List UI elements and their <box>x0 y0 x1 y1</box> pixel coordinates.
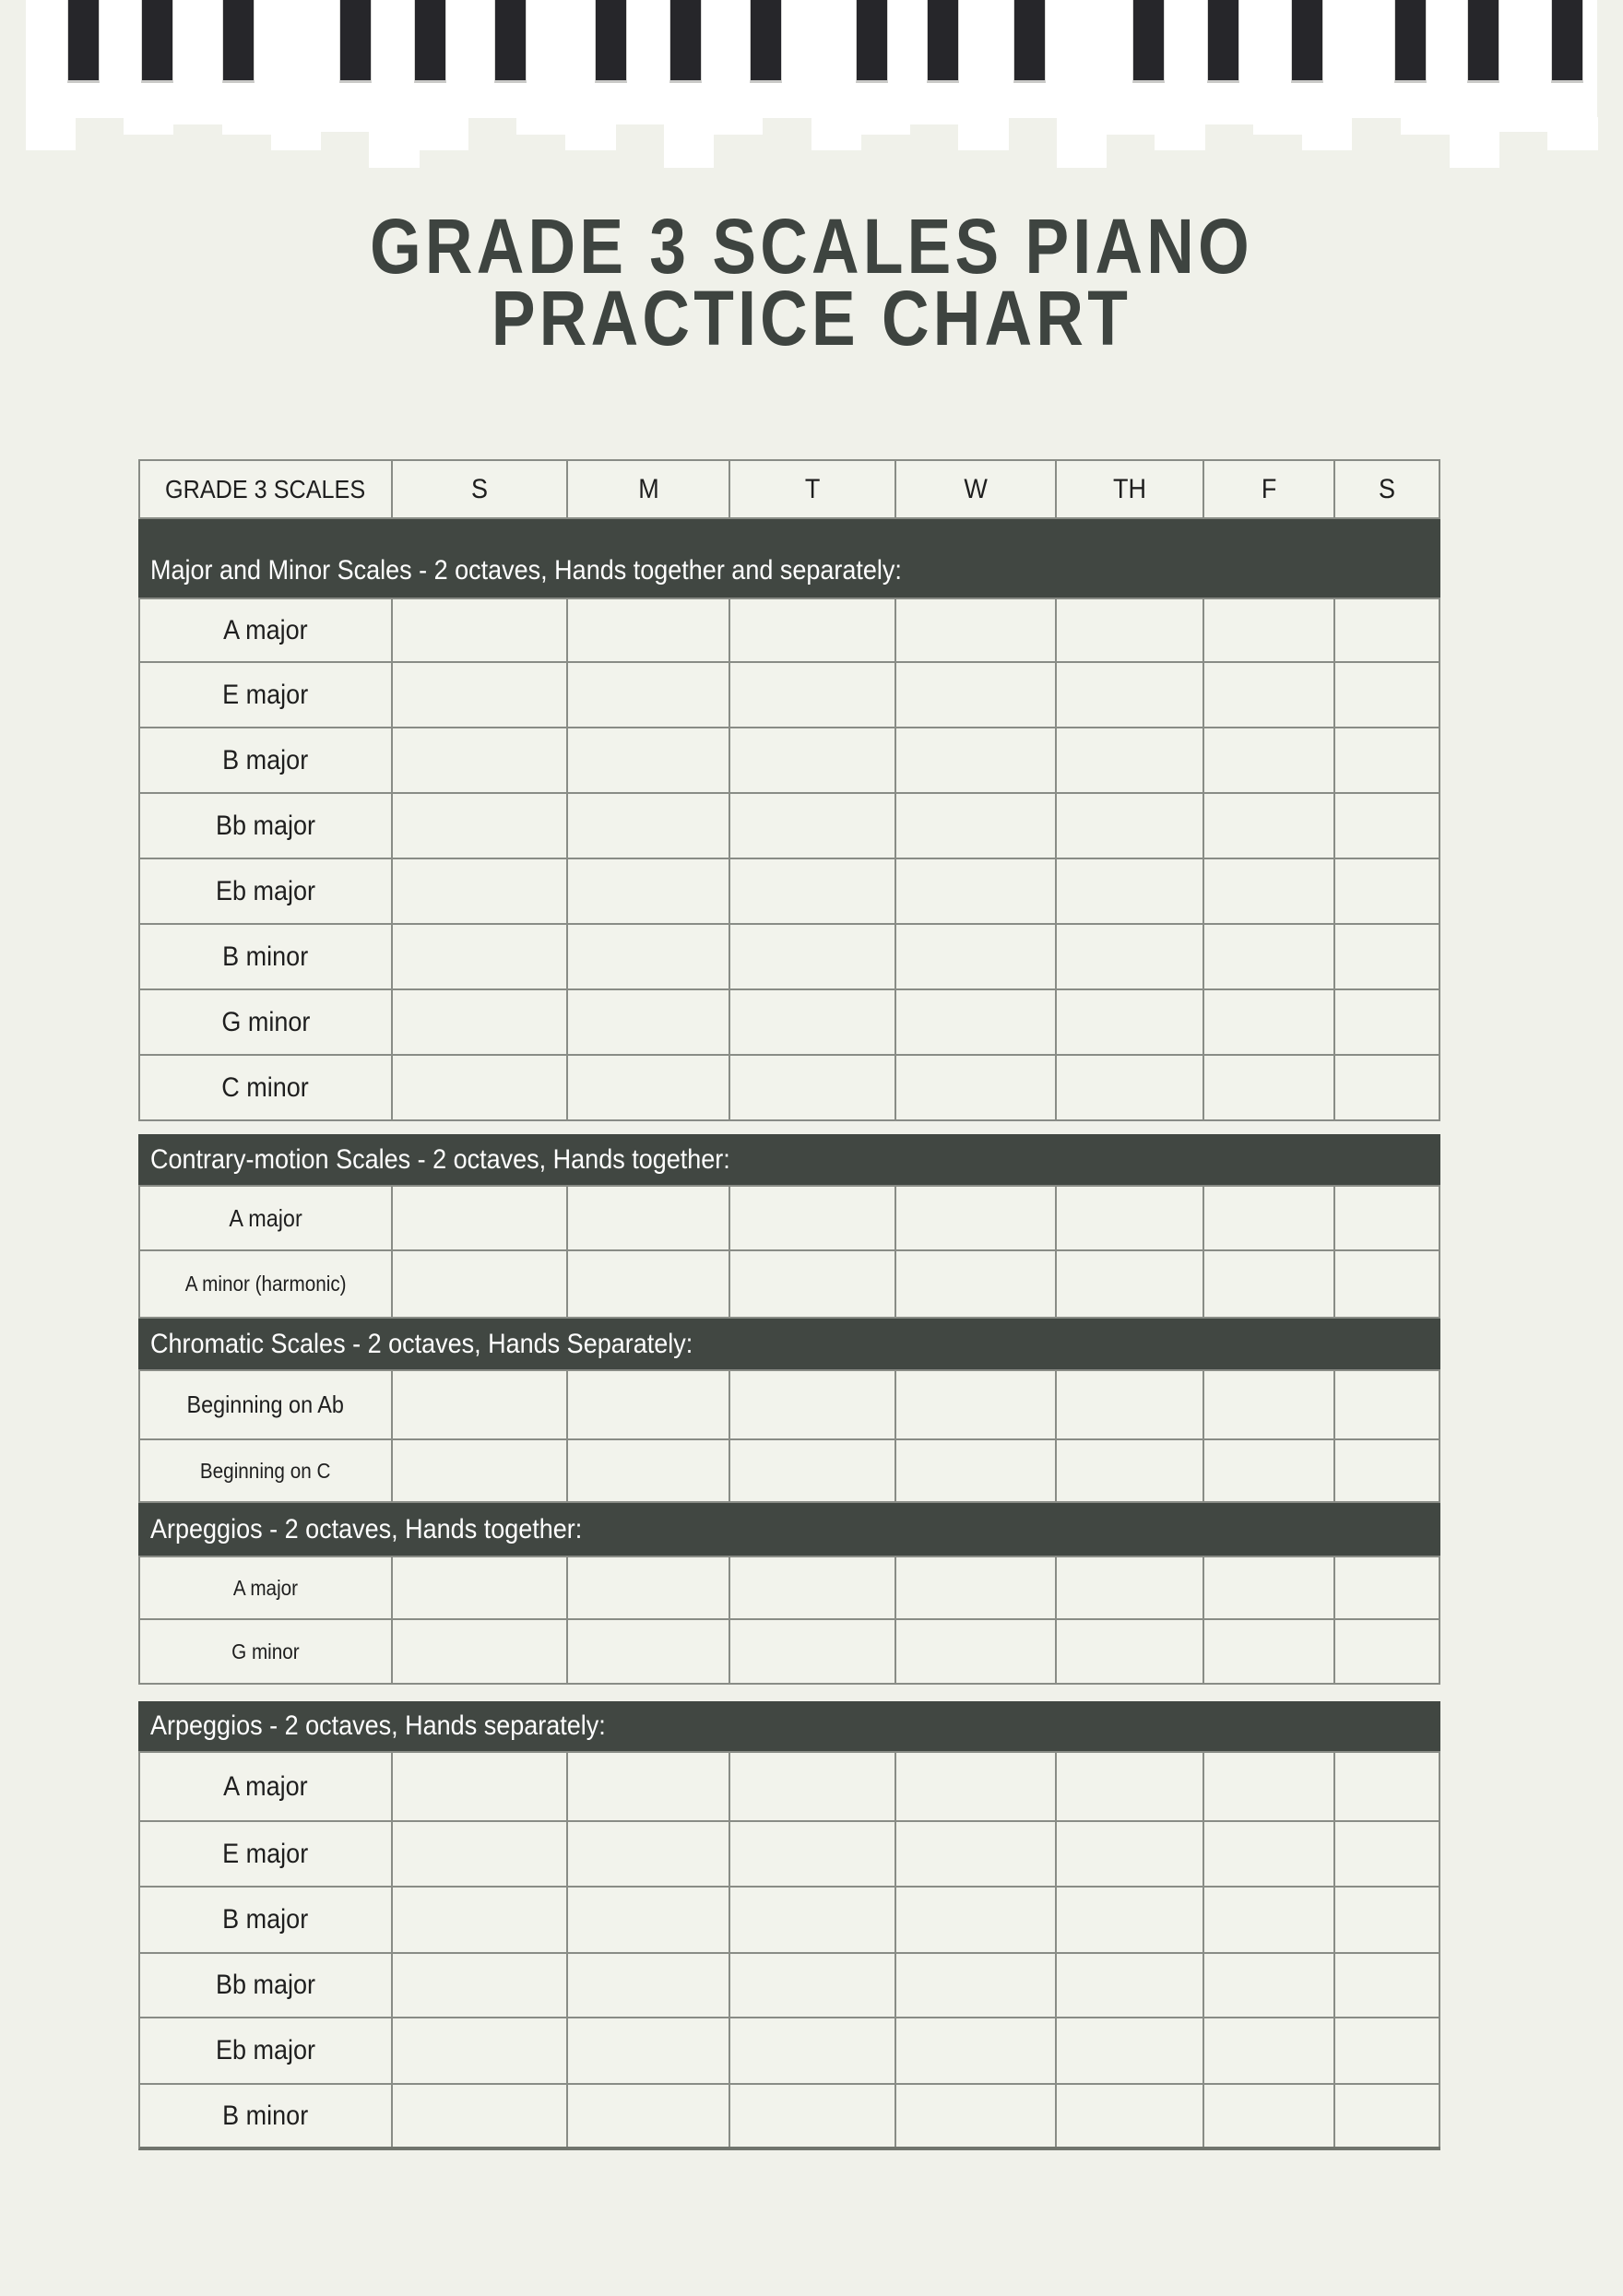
practice-day-cell[interactable] <box>1204 859 1335 923</box>
row-label-cell <box>140 2018 393 2083</box>
practice-day-cell[interactable] <box>568 1753 730 1820</box>
row-label-text: Bb major <box>215 810 316 841</box>
row-label-cell <box>140 1753 393 1820</box>
practice-day-cell[interactable] <box>1204 599 1335 661</box>
practice-day-cell[interactable] <box>568 1954 730 2017</box>
piano-white-key <box>1450 117 1499 168</box>
practice-day-cell[interactable] <box>568 1251 730 1317</box>
practice-day-cell[interactable] <box>1204 1954 1335 2017</box>
practice-day-cell[interactable] <box>730 1888 896 1952</box>
day-letter: F <box>1261 473 1277 504</box>
piano-white-key <box>172 117 222 124</box>
row-label-text: A major <box>223 614 308 645</box>
day-letter: TH <box>1113 473 1146 504</box>
row-label-cell <box>140 1888 393 1952</box>
table-row <box>138 598 1440 663</box>
row-label-text: A minor (harmonic) <box>184 1272 347 1296</box>
practice-day-cell[interactable] <box>1204 1822 1335 1886</box>
practice-day-cell[interactable] <box>1204 794 1335 858</box>
table-row <box>138 1556 1440 1620</box>
practice-day-cell[interactable] <box>730 794 896 858</box>
row-label-cell <box>140 1954 393 2017</box>
row-label-cell <box>140 1822 393 1886</box>
row-label-text: G minor <box>231 1639 300 1663</box>
practice-day-cell[interactable] <box>1057 1753 1204 1820</box>
practice-day-cell[interactable] <box>896 1056 1057 1119</box>
row-label-text: B minor <box>222 2100 309 2131</box>
practice-day-cell[interactable] <box>1335 1187 1440 1249</box>
practice-day-cell[interactable] <box>896 1822 1057 1886</box>
piano-white-key <box>124 117 173 135</box>
table-header-day-tue <box>730 461 896 517</box>
row-label-text: Eb major <box>215 2035 316 2065</box>
table-row <box>138 1620 1440 1685</box>
practice-day-cell[interactable] <box>1335 794 1440 858</box>
practice-day-cell[interactable] <box>730 2018 896 2083</box>
practice-day-cell[interactable] <box>1204 990 1335 1054</box>
practice-day-cell[interactable] <box>1335 1557 1440 1618</box>
practice-day-cell[interactable] <box>730 1557 896 1618</box>
practice-day-cell[interactable] <box>730 1440 896 1501</box>
piano-white-key <box>1057 117 1107 168</box>
table-row <box>138 794 1440 859</box>
practice-day-cell[interactable] <box>1335 1620 1440 1683</box>
practice-day-cell[interactable] <box>568 859 730 923</box>
piano-white-key <box>860 117 910 135</box>
practice-day-cell[interactable] <box>1335 1056 1440 1119</box>
piano-black-key <box>669 0 702 83</box>
practice-day-cell[interactable] <box>1057 1620 1204 1683</box>
piano-keyboard <box>26 0 1597 175</box>
piano-black-key <box>1551 0 1583 83</box>
practice-day-cell[interactable] <box>1204 1620 1335 1683</box>
practice-day-cell[interactable] <box>1204 1753 1335 1820</box>
row-label-cell <box>140 925 393 988</box>
piano-black-key <box>750 0 782 83</box>
practice-day-cell[interactable] <box>1057 1954 1204 2017</box>
section-gap <box>138 1685 1440 1701</box>
practice-day-cell[interactable] <box>1335 1822 1440 1886</box>
practice-day-cell[interactable] <box>568 728 730 792</box>
practice-day-cell[interactable] <box>568 2085 730 2147</box>
practice-day-cell[interactable] <box>1204 1440 1335 1501</box>
row-label-cell <box>140 1056 393 1119</box>
piano-black-key <box>1394 0 1427 83</box>
practice-day-cell[interactable] <box>1057 728 1204 792</box>
table-row <box>138 1251 1440 1319</box>
practice-day-cell[interactable] <box>393 1888 568 1952</box>
practice-day-cell[interactable] <box>1057 2085 1204 2147</box>
practice-day-cell[interactable] <box>896 663 1057 727</box>
table-row <box>138 1954 1440 2018</box>
practice-day-cell[interactable] <box>1057 1056 1204 1119</box>
row-label-cell <box>140 794 393 858</box>
row-label-text: A major <box>229 1203 302 1232</box>
row-label-cell <box>140 599 393 661</box>
practice-day-cell[interactable] <box>1204 1888 1335 1952</box>
practice-day-cell[interactable] <box>730 1753 896 1820</box>
practice-day-cell[interactable] <box>1335 1954 1440 2017</box>
practice-day-cell[interactable] <box>393 794 568 858</box>
practice-day-cell[interactable] <box>393 1753 568 1820</box>
practice-day-cell[interactable] <box>896 1440 1057 1501</box>
row-label-text: G minor <box>220 1006 311 1037</box>
piano-black-key <box>67 0 100 83</box>
table-row <box>138 1369 1440 1440</box>
page-title <box>0 203 1623 361</box>
practice-day-cell[interactable] <box>1335 2018 1440 2083</box>
practice-day-cell[interactable] <box>896 1753 1057 1820</box>
table-row <box>138 663 1440 728</box>
practice-day-cell[interactable] <box>730 1954 896 2017</box>
practice-day-cell[interactable] <box>1057 1187 1204 1249</box>
piano-black-key <box>141 0 173 83</box>
piano-black-key <box>856 0 888 83</box>
practice-day-cell[interactable] <box>568 1440 730 1501</box>
practice-day-cell[interactable] <box>896 1620 1057 1683</box>
table-header-scales-text: GRADE 3 SCALES <box>165 474 366 503</box>
practice-day-cell[interactable] <box>730 1822 896 1886</box>
section-heading-bar <box>138 1134 1440 1185</box>
practice-day-cell[interactable] <box>1057 794 1204 858</box>
piano-white-key <box>516 117 566 135</box>
practice-day-cell[interactable] <box>568 1620 730 1683</box>
practice-day-cell[interactable] <box>1204 1056 1335 1119</box>
table-sections <box>138 519 1440 2150</box>
row-label-cell <box>140 1187 393 1249</box>
practice-day-cell[interactable] <box>730 2085 896 2147</box>
table-row <box>138 925 1440 990</box>
practice-day-cell[interactable] <box>568 1888 730 1952</box>
practice-day-cell[interactable] <box>730 1620 896 1683</box>
practice-day-cell[interactable] <box>730 859 896 923</box>
practice-day-cell[interactable] <box>568 925 730 988</box>
practice-day-cell[interactable] <box>1335 1888 1440 1952</box>
section-heading-bar <box>138 519 1440 598</box>
practice-day-cell[interactable] <box>1057 1251 1204 1317</box>
table-row <box>138 1822 1440 1888</box>
practice-day-cell[interactable] <box>393 990 568 1054</box>
practice-day-cell[interactable] <box>730 925 896 988</box>
row-label-text: Bb major <box>215 1970 316 2000</box>
day-letter: W <box>964 473 988 504</box>
practice-day-cell[interactable] <box>568 1187 730 1249</box>
row-label-text: Beginning on C <box>200 1458 331 1483</box>
practice-day-cell[interactable] <box>1204 2085 1335 2147</box>
practice-day-cell[interactable] <box>568 1056 730 1119</box>
practice-day-cell[interactable] <box>1335 663 1440 727</box>
practice-day-cell[interactable] <box>1057 925 1204 988</box>
practice-day-cell[interactable] <box>1204 1371 1335 1438</box>
piano-white-key <box>812 117 861 150</box>
practice-day-cell[interactable] <box>1057 859 1204 923</box>
practice-day-cell[interactable] <box>1057 599 1204 661</box>
table-header-day-sat <box>1335 461 1440 517</box>
piano-black-key <box>494 0 527 83</box>
piano-white-key <box>1401 117 1451 135</box>
row-label-cell <box>140 663 393 727</box>
practice-day-cell[interactable] <box>896 925 1057 988</box>
practice-day-cell[interactable] <box>393 859 568 923</box>
practice-day-cell[interactable] <box>1057 2018 1204 2083</box>
practice-day-cell[interactable] <box>1335 990 1440 1054</box>
piano-white-key <box>1253 117 1303 135</box>
row-label-text: E major <box>222 679 309 710</box>
piano-white-band <box>26 0 1597 118</box>
row-label-cell <box>140 1251 393 1317</box>
practice-day-cell[interactable] <box>568 1822 730 1886</box>
practice-day-cell[interactable] <box>1335 2085 1440 2147</box>
section-heading-text: Chromatic Scales - 2 octaves, Hands Separately: <box>150 1328 693 1359</box>
table-header-day-wed <box>896 461 1057 517</box>
row-label-text: B major <box>222 744 309 775</box>
row-label-cell <box>140 1557 393 1618</box>
practice-day-cell[interactable] <box>730 663 896 727</box>
section-heading-bar <box>138 1701 1440 1751</box>
row-label-cell <box>140 2085 393 2147</box>
piano-black-key <box>1207 0 1239 83</box>
practice-day-cell[interactable] <box>393 1056 568 1119</box>
piano-black-key <box>1291 0 1323 83</box>
practice-day-cell[interactable] <box>1204 1187 1335 1249</box>
practice-day-cell[interactable] <box>896 1371 1057 1438</box>
practice-day-cell[interactable] <box>568 663 730 727</box>
row-label-text: C minor <box>221 1071 310 1103</box>
practice-day-cell[interactable] <box>1335 599 1440 661</box>
piano-black-key <box>927 0 959 83</box>
row-label-cell <box>140 1620 393 1683</box>
day-letter: M <box>637 473 659 504</box>
practice-day-cell[interactable] <box>896 1954 1057 2017</box>
day-letter: S <box>470 473 488 504</box>
practice-day-cell[interactable] <box>1335 1440 1440 1501</box>
section-heading-bar <box>138 1503 1440 1556</box>
practice-day-cell[interactable] <box>896 1187 1057 1249</box>
practice-day-cell[interactable] <box>1335 925 1440 988</box>
practice-day-cell[interactable] <box>568 794 730 858</box>
table-header-day-thu <box>1057 461 1204 517</box>
row-label-cell <box>140 728 393 792</box>
piano-black-key <box>1467 0 1499 83</box>
practice-day-cell[interactable] <box>896 2018 1057 2083</box>
piano-white-key <box>615 117 665 124</box>
piano-black-key <box>414 0 446 83</box>
row-label-cell <box>140 1440 393 1501</box>
row-label-text: B major <box>222 1904 309 1935</box>
table-header-day-sun <box>393 461 568 517</box>
practice-day-cell[interactable] <box>1335 1753 1440 1820</box>
table-header-row <box>138 459 1440 519</box>
practice-day-cell[interactable] <box>1057 1371 1204 1438</box>
piano-black-key <box>222 0 255 83</box>
row-label-text: A major <box>223 1770 308 1802</box>
table-header-day-fri <box>1204 461 1335 517</box>
piano-black-key <box>595 0 627 83</box>
piano-white-key <box>1204 117 1254 124</box>
practice-chart-table <box>138 459 1440 2150</box>
section-heading-text: Contrary-motion Scales - 2 octaves, Hands together: <box>150 1143 730 1175</box>
practice-day-cell[interactable] <box>730 1056 896 1119</box>
practice-day-cell[interactable] <box>568 1557 730 1618</box>
piano-black-key <box>339 0 372 83</box>
piano-black-key <box>1013 0 1046 83</box>
practice-day-cell[interactable] <box>1204 1557 1335 1618</box>
row-label-text: Eb major <box>215 875 316 906</box>
practice-day-cell[interactable] <box>568 2018 730 2083</box>
practice-day-cell[interactable] <box>1204 1251 1335 1317</box>
table-header-day-mon <box>568 461 730 517</box>
table-row <box>138 2085 1440 2150</box>
practice-day-cell[interactable] <box>393 925 568 988</box>
section-heading-text: Arpeggios - 2 octaves, Hands together: <box>150 1513 583 1544</box>
row-label-text: A major <box>232 1575 299 1600</box>
practice-day-cell[interactable] <box>393 1440 568 1501</box>
practice-day-cell[interactable] <box>896 990 1057 1054</box>
practice-day-cell[interactable] <box>896 1557 1057 1618</box>
piano-white-key <box>26 117 76 150</box>
piano-black-key <box>1132 0 1165 83</box>
table-row <box>138 1751 1440 1822</box>
page-title-line1: GRADE 3 SCALES PIANO <box>370 203 1253 290</box>
table-row <box>138 1185 1440 1251</box>
section-heading-text: Major and Minor Scales - 2 octaves, Hands together and separately: <box>150 555 902 586</box>
practice-day-cell[interactable] <box>730 1251 896 1317</box>
piano-white-key <box>565 117 615 150</box>
table-row <box>138 1056 1440 1121</box>
practice-day-cell[interactable] <box>1335 728 1440 792</box>
practice-day-cell[interactable] <box>1057 663 1204 727</box>
practice-day-cell[interactable] <box>1057 1557 1204 1618</box>
practice-day-cell[interactable] <box>1335 859 1440 923</box>
row-label-text: E major <box>222 1838 309 1869</box>
practice-day-cell[interactable] <box>393 2085 568 2147</box>
piano-white-key <box>1302 117 1352 150</box>
table-row <box>138 990 1440 1056</box>
practice-day-cell[interactable] <box>568 599 730 661</box>
practice-day-cell[interactable] <box>393 1187 568 1249</box>
row-label-cell <box>140 859 393 923</box>
practice-day-cell[interactable] <box>730 599 896 661</box>
section-gap <box>138 1121 1440 1134</box>
piano-white-key <box>1106 117 1155 135</box>
piano-white-key <box>958 117 1008 150</box>
practice-day-cell[interactable] <box>1057 990 1204 1054</box>
practice-day-cell[interactable] <box>1057 1822 1204 1886</box>
practice-day-cell[interactable] <box>1335 1251 1440 1317</box>
practice-day-cell[interactable] <box>896 1888 1057 1952</box>
practice-day-cell[interactable] <box>393 1251 568 1317</box>
piano-white-key <box>1499 117 1548 132</box>
practice-day-cell[interactable] <box>393 663 568 727</box>
practice-day-cell[interactable] <box>896 599 1057 661</box>
piano-white-key <box>1155 117 1204 150</box>
practice-day-cell[interactable] <box>1204 663 1335 727</box>
row-label-text: Beginning on Ab <box>186 1391 345 1418</box>
practice-day-cell[interactable] <box>1204 925 1335 988</box>
piano-white-key <box>664 117 714 168</box>
practice-day-cell[interactable] <box>730 1187 896 1249</box>
practice-day-cell[interactable] <box>896 2085 1057 2147</box>
table-row <box>138 1440 1440 1503</box>
piano-white-key <box>1547 117 1597 150</box>
piano-white-key <box>909 117 959 124</box>
practice-day-cell[interactable] <box>393 1371 568 1438</box>
day-letter: T <box>804 473 821 504</box>
practice-day-cell[interactable] <box>1204 2018 1335 2083</box>
practice-day-cell[interactable] <box>568 990 730 1054</box>
practice-day-cell[interactable] <box>896 728 1057 792</box>
piano-white-key <box>320 117 370 132</box>
practice-day-cell[interactable] <box>393 1557 568 1618</box>
table-row <box>138 1888 1440 1954</box>
practice-day-cell[interactable] <box>568 1371 730 1438</box>
practice-day-cell[interactable] <box>393 1822 568 1886</box>
practice-day-cell[interactable] <box>393 1620 568 1683</box>
row-label-cell <box>140 1371 393 1438</box>
practice-day-cell[interactable] <box>730 990 896 1054</box>
piano-white-key <box>222 117 272 135</box>
practice-day-cell[interactable] <box>1057 1440 1204 1501</box>
practice-day-cell[interactable] <box>1057 1888 1204 1952</box>
practice-day-cell[interactable] <box>730 1371 896 1438</box>
practice-day-cell[interactable] <box>393 599 568 661</box>
piano-white-key <box>369 117 419 168</box>
table-row <box>138 859 1440 925</box>
practice-day-cell[interactable] <box>1335 1371 1440 1438</box>
table-header-scales-label <box>140 461 393 517</box>
piano-white-key <box>713 117 763 135</box>
page-title-line2: PRACTICE CHART <box>491 275 1132 361</box>
practice-day-cell[interactable] <box>393 2018 568 2083</box>
practice-day-cell[interactable] <box>393 1954 568 2017</box>
practice-day-cell[interactable] <box>896 794 1057 858</box>
row-label-cell <box>140 990 393 1054</box>
practice-day-cell[interactable] <box>393 728 568 792</box>
section-heading-bar <box>138 1319 1440 1369</box>
practice-day-cell[interactable] <box>1204 728 1335 792</box>
piano-white-key <box>419 117 468 150</box>
row-label-text: B minor <box>222 941 309 972</box>
practice-day-cell[interactable] <box>896 859 1057 923</box>
day-letter: S <box>1378 473 1395 504</box>
table-row <box>138 728 1440 794</box>
practice-day-cell[interactable] <box>730 728 896 792</box>
practice-day-cell[interactable] <box>896 1251 1057 1317</box>
piano-white-key <box>271 117 321 150</box>
section-heading-text: Arpeggios - 2 octaves, Hands separately: <box>150 1710 606 1741</box>
table-row <box>138 2018 1440 2085</box>
